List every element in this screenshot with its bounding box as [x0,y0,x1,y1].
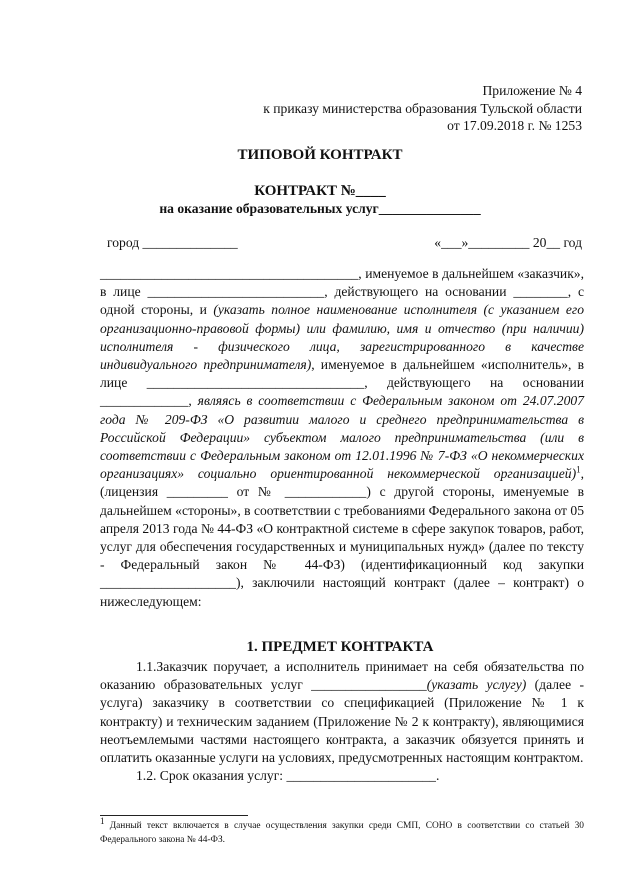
contract-subject: на оказание образовательных услуг_______________ [159,201,481,216]
clause-1-2: 1.2. Срок оказания услуг: ______________________. [136,768,440,784]
preamble-text-2: , именуемое в дальнейшем «исполнитель», в лице ________________________________, действующего на основании _____________, [100,357,584,409]
footnote-reference: 1 [576,464,581,475]
clause-1-1-italic: (указать услугу) [426,677,527,693]
city-field: город ______________ [107,235,238,250]
clause-1-1-text-b: (далее - услуга) заказчику в соответствии со спецификацией (Приложение № 1 к контракту) и техническим заданием (Приложение № 2 к контракту), являющимися неотъемлемыми частями настоящего контракта, а заказчик обязуется принять и оплатить оказанные услуги на условиях, предусмотренных настоящим контрактом. [100,677,584,766]
appendix-block [263,82,582,135]
appendix-number: Приложение № 4 [482,83,582,98]
contract-number-title: КОНТРАКТ №____ [254,183,386,199]
footnote-mark: 1 [100,815,105,826]
date-field: «___»_________ 20__ год [434,235,582,250]
document-title: ТИПОВОЙ КОНТРАКТ [237,147,403,163]
preamble-text-3: , (лицензия _________ от № ____________) с другой стороны, именуемые в дальнейшем «стороны», в соответствии с требованиями Федерального закона от 05 апреля 2013 года № 44-ФЗ «О контрактной системе в сфере закупок товаров, работ, услуг для обеспечения государственных и муниципальных нужд» (далее по тексту - Федеральный закон № 44-ФЗ) (идентификационный код закупки ____________________), заключили настоящий контракт (далее – контракт) о нижеследующем: [100,466,584,609]
preamble-italic-1: (указать полное наименование исполнителя (с указанием его организационно-правовой формы) или фамилию, имя и отчество (при наличии) исполнителя - физического лица, зарегистрированного в качестве индивидуального предпринимателя) [100,302,584,373]
appendix-order: к приказу министерства образования Тульской области [263,100,582,116]
clause-1-1 [100,658,584,767]
footnote [100,815,584,847]
footnote-text: Данный текст включается в случае осуществления закупки среди СМП, СОНО в соответствии со статьей 30 Федерального закона № 44-ФЗ. [100,821,584,845]
footnote-divider [100,815,248,816]
preamble-text-1: ______________________________________, именуемое в дальнейшем «заказчик», в лице __________________________, действующего на основании ________, с одной стороны, и [100,266,584,318]
section-1-title: 1. ПРЕДМЕТ КОНТРАКТА [246,639,434,655]
appendix-date: от 17.09.2018 г. № 1253 [447,118,582,133]
section-1-body [100,658,584,785]
clause-1-1-text-a: 1.1.Заказчик поручает, а исполнитель принимает на себя обязательства по оказанию образовательных услуг _________________ [100,659,584,693]
preamble-italic-2: являясь в соответствии с Федеральным законом от 24.07.2007 года № 209-ФЗ «О развитии малого и среднего предпринимательства в Российской Федерации» субъектом малого предпринимательства (или в соответствии с Федеральным законом от 12.01.1996 № 7-ФЗ «О некоммерческих организациях» социально ориентированной некоммерческой организацией) [100,393,584,482]
city-date-line [107,235,582,251]
preamble-paragraph [100,265,584,611]
